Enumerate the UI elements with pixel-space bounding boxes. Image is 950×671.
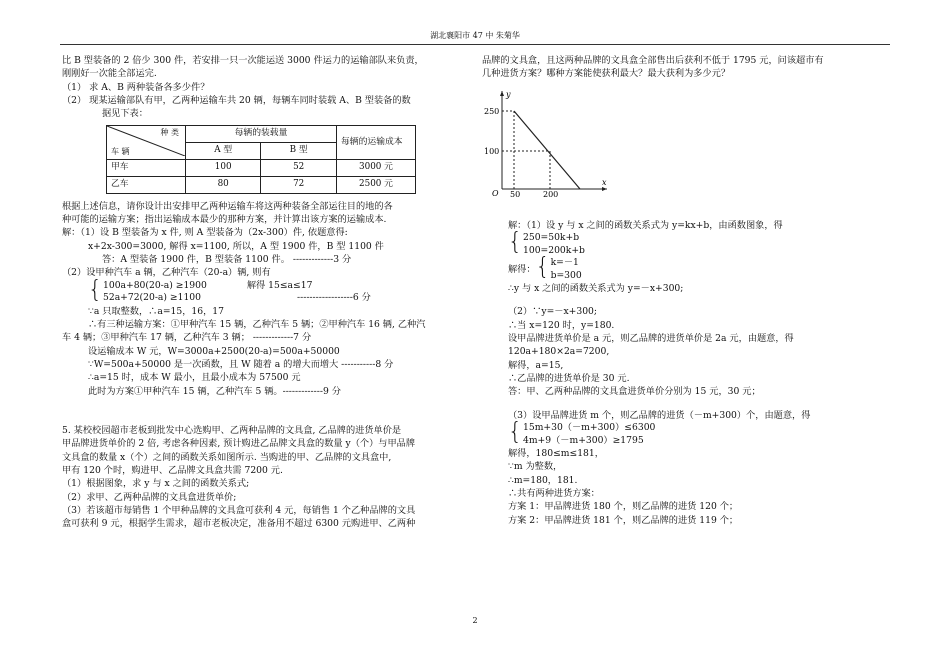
solution-line: ∴共有两种进货方案： (508, 488, 600, 500)
inequality-line: 4m+9（－m+300）≥1795 (523, 434, 644, 446)
question-5-line: 5. 某校校园超市老板到批发中心选购甲、乙两种品牌的文具盒, 乙品牌的进货单价是 (62, 425, 402, 437)
header-b-type: B 型 (261, 142, 337, 159)
cell-cost: 2500 元 (337, 176, 416, 193)
solution-line: 解：（1）设 B 型装备为 x 件, 则 A 型装备为（2x-300）件, 依题意得: (62, 227, 348, 239)
x-tick-label: 200 (543, 189, 559, 199)
solution-line: 120a+180×2a=7200, (508, 346, 610, 358)
solution-line: （2）设甲种汽车 a 辆，乙种汽车（20-a）辆, 则有 (62, 267, 271, 279)
brace-symbol: { (88, 276, 102, 304)
solution-line: ∴y 与 x 之间的函数关系式为 y=－x+300; (508, 283, 684, 295)
cell-a: 100 (186, 159, 261, 176)
intro-line: 品牌的文具盒，且这两种品牌的文具盒全部售出后获利不低于 1795 元，问该超市有 (482, 55, 824, 66)
solution-value: k=－1 (550, 257, 579, 269)
solution-line: ∴m=180，181. (508, 474, 578, 486)
page-number: 2 (472, 616, 478, 625)
function-graph (482, 87, 612, 199)
solution-line: ∴a=15 时，成本 W 最小，且最小成本为 57500 元 (88, 372, 301, 384)
solution-line: 车 4 辆；③甲种汽车 17 辆，乙种汽车 3 辆； -------------7 分 (62, 332, 312, 344)
task-line: 种可能的运输方案；指出运输成本最少的那种方案，并计算出该方案的运输成本. (62, 214, 387, 226)
header-load: 每辆的装载量 (186, 125, 337, 142)
question-5-line: 文具盒的数量 x（个）之间的函数关系如图所示. 当购进的甲、乙品牌的文具盒中, (62, 451, 392, 463)
function-line (514, 111, 580, 189)
solution-line: ∵a 只取整数，∴a=15，16，17 (88, 305, 224, 317)
score-mark: ------------------6 分 (297, 292, 371, 304)
question-5-line: 甲品牌进货单价的 2 倍, 考虑各种因素, 预计购进乙品牌文具盒的数量 y（个）与甲品牌 (62, 438, 416, 450)
task-line: 根据上述信息，请你设计出安排甲乙两种运输车将这两种装备全部运往目的地的各 (62, 200, 393, 212)
inequality-system (62, 276, 474, 305)
y-axis-arrow (500, 91, 504, 96)
table-row (107, 159, 416, 176)
equation-line: 250=50k+b (523, 232, 580, 244)
solve-result: 解得 15≤a≤17 (246, 279, 313, 291)
solve-label: 解得： (508, 263, 536, 275)
question-1: （1） 求 A、B 两种装备各多少件？ (62, 81, 210, 93)
solution-line: 方案 1：甲品牌进货 180 个，则乙品牌的进货 120 个； (508, 501, 739, 513)
solution-line: 方案 2：甲品牌进货 181 个，则乙品牌的进货 119 个； (508, 514, 739, 526)
page-header: 湖北襄阳市 47 中 朱菊华 (60, 30, 890, 45)
brace-symbol: { (508, 228, 522, 257)
solution-line: 答：A 型装备 1900 件，B 型装备 1100 件。 -------------3 分 (102, 254, 352, 266)
row-name: 乙车 (107, 176, 186, 193)
cell-a: 80 (186, 176, 261, 193)
solution-line: 解：（1）设 y 与 x 之间的函数关系式为 y=kx+b，由函数图象，得 (508, 220, 783, 232)
question-5-line: 甲有 120 个时，购进甲、乙品牌文具盒共需 7200 元. (62, 465, 283, 477)
left-column (62, 54, 474, 531)
solution-system (482, 253, 892, 282)
cell-b: 52 (261, 159, 337, 176)
solution-line: ∴当 x=120 时，y=180. (508, 319, 615, 331)
header-cost: 每辆的运输成本 (337, 125, 416, 159)
cell-cost: 3000 元 (337, 159, 416, 176)
table-row (107, 176, 416, 193)
corner-bottom-label: 车 辆 (111, 147, 130, 157)
y-tick-label: 100 (484, 146, 500, 156)
corner-top-label: 种 类 (160, 127, 179, 137)
solution-line: x+2x-300=3000, 解得 x=1100, 所以，A 型 1900 件，B 型 1100 件 (88, 240, 384, 252)
origin-label: O (492, 188, 499, 198)
header-a-type: A 型 (186, 142, 261, 159)
solution-line: ∴有三种运输方案：①甲种汽车 15 辆，乙种汽车 5 辆；②甲种汽车 16 辆, 乙种汽 (88, 318, 426, 330)
inequality-system (482, 418, 892, 447)
x-axis-arrow (602, 187, 607, 191)
row-name: 甲车 (107, 159, 186, 176)
question-2: （2） 现某运输部队有甲，乙两种运输车共 20 辆，每辆车同时装载 A、B 型装备的数 (62, 95, 411, 107)
table-corner-cell (107, 125, 186, 159)
brace-symbol: { (535, 253, 550, 282)
x-tick-label: 50 (510, 189, 521, 199)
intro-line: 比 B 型装备的 2 倍少 300 件，若安排一只一次能运送 3000 件运力的运输部队来负责， (62, 55, 424, 66)
intro-line: 几种进货方案？哪种方案能使获利最大？最大获利为多少元？ (482, 68, 731, 80)
y-axis-label: y (506, 89, 511, 99)
y-tick-label: 250 (484, 106, 500, 116)
intro-line: 刚刚好一次能全部运完. (62, 68, 157, 80)
question-5-line: （3）若该超市每销售 1 个甲种品牌的文具盒可获利 4 元，每销售 1 个乙种品牌的文具 (62, 505, 416, 517)
solution-line: ∵W=500a+50000 是一次函数，且 W 随着 a 的增大而增大 -----------8 分 (88, 359, 394, 370)
question-5-line: （2）求甲、乙两种品牌的文具盒进货单价; (62, 491, 237, 503)
equation-line: 100=200k+b (523, 244, 585, 256)
question-2-cont: 据见下表： (102, 108, 148, 120)
brace-symbol: { (508, 418, 522, 447)
inequality-line: 15m+30（－m+300）≤6300 (523, 422, 656, 434)
inequality-line: 100a+80(20-a) ≥1900 (103, 279, 207, 291)
question-5-line: （1）根据图象，求 y 与 x 之间的函数关系式; (62, 478, 250, 490)
solution-line: ∴乙品牌的进货单价是 30 元. (508, 373, 630, 385)
solution-line: 设甲品牌进货单价是 a 元，则乙品牌的进货单价是 2a 元，由题意，得 (508, 333, 794, 345)
solution-line: 解得，a=15, (508, 359, 564, 371)
solution-line: 解得，180≤m≤181， (508, 448, 604, 459)
cell-b: 72 (261, 176, 337, 193)
inequality-line: 52a+72(20-a) ≥1100 (103, 292, 201, 304)
solution-line: （2）∵y=－x+300; (508, 306, 597, 318)
right-column (482, 54, 892, 527)
solution-line: 此时为方案①甲种汽车 15 辆，乙种汽车 5 辆。-------------9 分 (88, 385, 341, 397)
solution-line: ∵m 为整数， (508, 461, 563, 473)
x-axis-label: x (602, 177, 607, 187)
vehicle-spec-table (106, 125, 416, 194)
solution-line: 答：甲、乙两种品牌的文具盒进货单价分别为 15 元，30 元； (508, 386, 761, 398)
solution-line: （3）设甲品牌进货 m 个，则乙品牌的进货（－m+300）个，由题意，得 (508, 409, 811, 421)
solution-line: 设运输成本 W 元，W=3000a+2500(20-a)=500a+50000 (88, 345, 340, 357)
solution-value: b=300 (550, 269, 582, 281)
question-5-line: 盒可获利 9 元，根据学生需求，超市老板决定，准备用不超过 6300 元购进甲、乙两种 (62, 518, 416, 530)
